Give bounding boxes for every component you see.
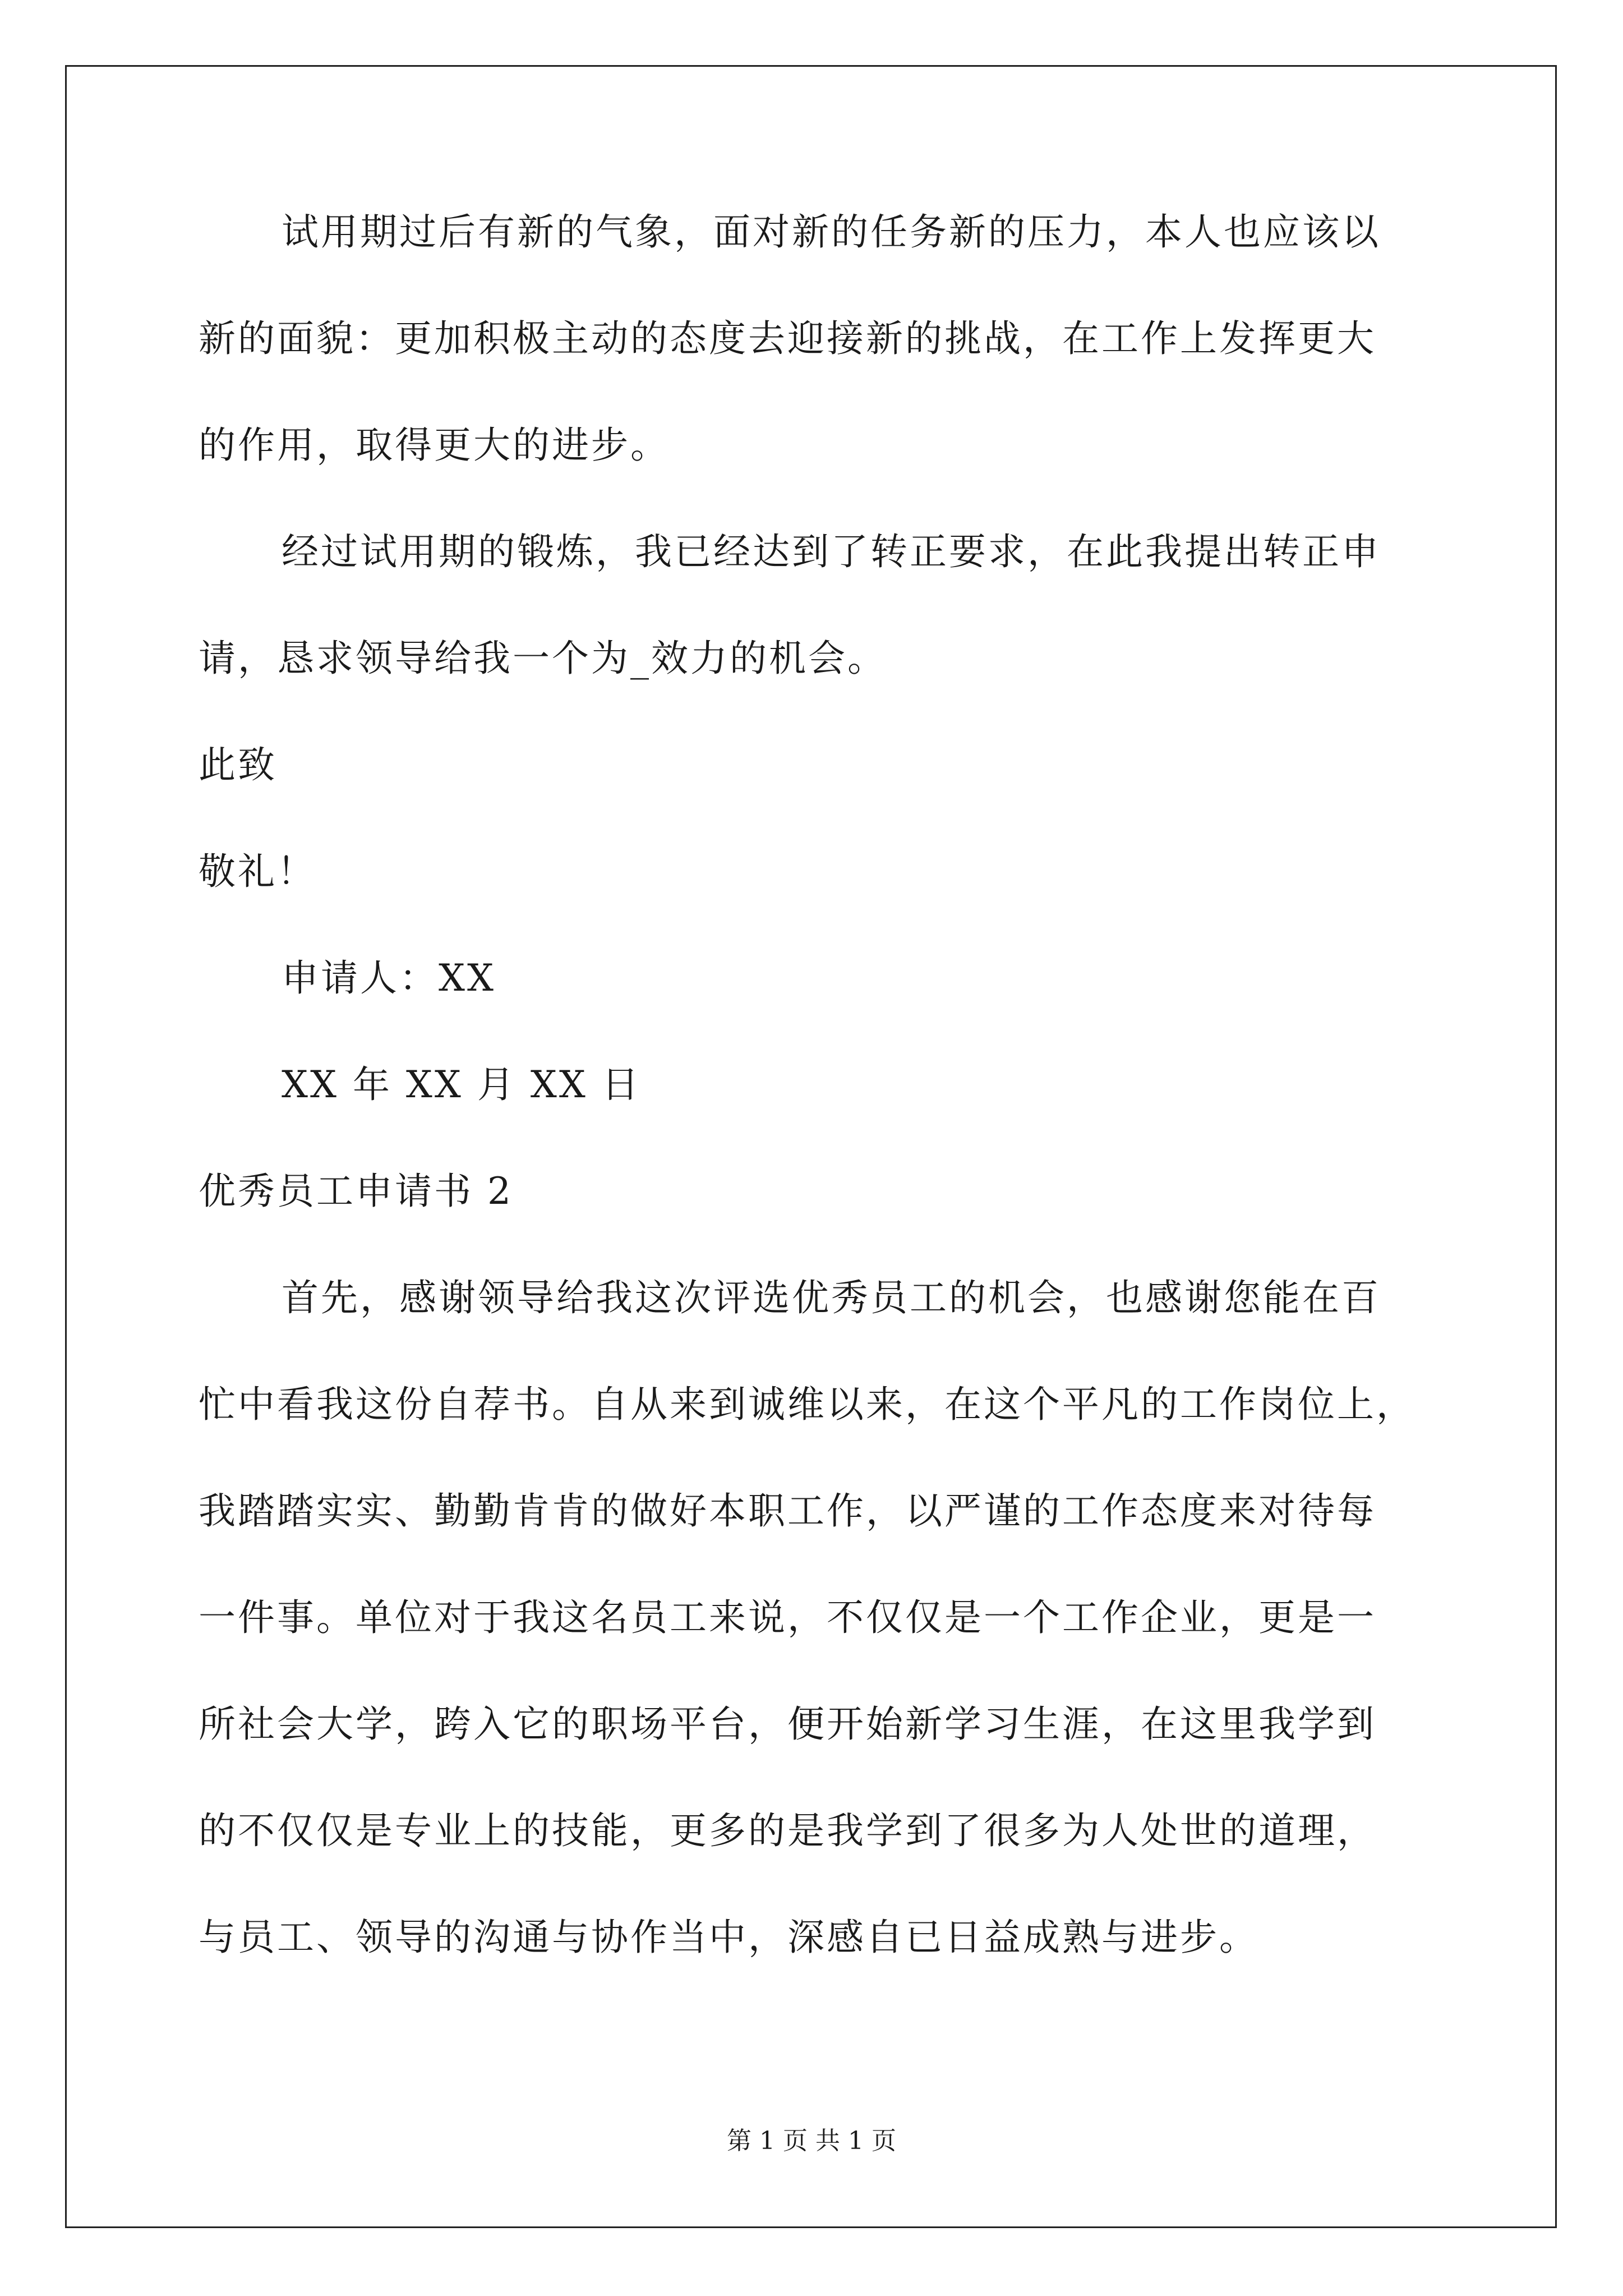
paragraph-line: 一件事。单位对于我这名员工来说，不仅仅是一个工作企业，更是一: [199, 1596, 1376, 1639]
paragraph-line: 的不仅仅是专业上的技能，更多的是我学到了很多为人处世的道理，: [199, 1809, 1376, 1852]
paragraph-line: 新的面貌：更加积极主动的态度去迎接新的挑战，在工作上发挥更大: [199, 317, 1376, 360]
applicant-signature: 申请人：XX: [282, 956, 496, 1000]
paragraph-line: 与员工、领导的沟通与协作当中，深感自已日益成熟与进步。: [199, 1916, 1258, 1959]
paragraph-line: 试用期过后有新的气象，面对新的任务新的压力，本人也应该以: [282, 210, 1381, 254]
date-line: XX 年 XX 月 XX 日: [282, 1063, 641, 1106]
closing-salutation: 此致: [199, 743, 277, 786]
paragraph-line: 首先，感谢领导给我这次评选优秀员工的机会，也感谢您能在百: [282, 1276, 1381, 1319]
paragraph-line: 忙中看我这份自荐书。自从来到诚维以来，在这个平凡的工作岗位上，: [199, 1383, 1415, 1426]
section-title: 优秀员工申请书 2: [199, 1170, 513, 1213]
paragraph-line: 所社会大学，跨入它的职场平台，便开始新学习生涯，在这里我学到: [199, 1703, 1376, 1746]
paragraph-line: 经过试用期的锻炼，我已经达到了转正要求，在此我提出转正申: [282, 530, 1381, 573]
paragraph-line: 我踏踏实实、勤勤肯肯的做好本职工作，以严谨的工作态度来对待每: [199, 1489, 1376, 1533]
paragraph-line: 请，恳求领导给我一个为_效力的机会。: [199, 637, 887, 680]
page-border: [65, 65, 1557, 2228]
paragraph-line: 的作用，取得更大的进步。: [199, 424, 670, 467]
page-footer: 第 1 页 共 1 页: [727, 2127, 896, 2155]
closing-regards: 敬礼！: [199, 850, 316, 893]
